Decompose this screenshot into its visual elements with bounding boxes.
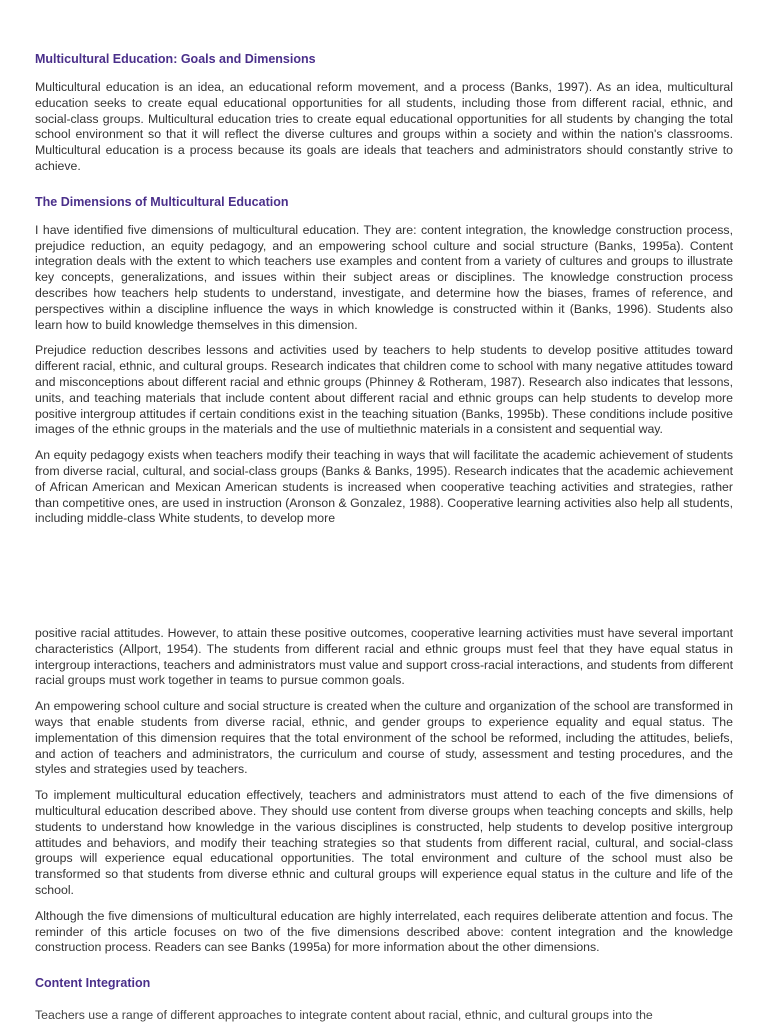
paragraph-cooperative-learning: positive racial attitudes. However, to attain these positive outcomes, cooperative learning activities must have several important characteristics (Allport, 1954). The students from different racial and ethnic groups must feel that they have equal status in intergroup interactions, teachers and administrators must value and support cross-racial interactions, and students from different racial groups must work together in teams to pursue common goals.: [35, 626, 733, 688]
page-one-content: [35, 52, 733, 537]
paragraph-goals: Multicultural education is an idea, an educational reform movement, and a process (Banks, 1997). As an idea, multicultural education seeks to create equal educational opportunities for all students, including those from different racial, ethnic, and social-class groups. Multicultural education tries to create equal educational opportunities for all students by changing the total school environment so that it will reflect the diverse cultures and groups within a society and within the nation's classrooms. Multicultural education is a process because its goals are ideals that teachers and administrators should constantly strive to achieve.: [35, 80, 733, 173]
heading-goals-and-dimensions: Multicultural Education: Goals and Dimensions: [35, 52, 316, 66]
paragraph-equity-pedagogy: An equity pedagogy exists when teachers modify their teaching in ways that will facilitate the academic achievement of students from diverse racial, cultural, and social-class groups (Banks & Banks, 1995). Research indicates that the academic achievement of African American and Mexican American students is increased when cooperative teaching activities and strategies, rather than competitive ones, are used in instruction (Aronson & Gonzalez, 1988). Cooperative learning activities also help all students, including middle-class White students, to develop more: [35, 448, 733, 526]
paragraph-empowering-culture: An empowering school culture and social structure is created when the culture and organization of the school are transformed in ways that enable students from diverse racial, ethnic, and gender groups to experience equality and equal status. The implementation of this dimension requires that the total environment of the school be reformed, including the attitudes, beliefs, and action of teachers and administrators, the curriculum and course of study, assessment and testing procedures, and the styles and strategies used by teachers.: [35, 699, 733, 777]
heading-content-integration: Content Integration: [35, 976, 151, 991]
paragraph-prejudice-reduction: Prejudice reduction describes lessons and activities used by teachers to help students to develop positive attitudes toward different racial, ethnic, and cultural groups. Research indicates that children come to school with many negative attitudes toward and misconceptions about different racial and ethnic groups (Phinney & Rotheram, 1987). Research also indicates that lessons, units, and teaching materials that include content about different racial and ethnic groups can help students to develop more positive intergroup attitudes if certain conditions exist in the teaching situation (Banks, 1995b). These conditions include positive images of the ethnic groups in the materials and the use of multiethnic materials in a consistent and sequential way.: [35, 343, 733, 437]
paragraph-implementation: To implement multicultural education effectively, teachers and administrators must attend to each of the five dimensions of multicultural education described above. They should use content from diverse groups when teaching concepts and skills, help students to understand how knowledge in the various disciplines is constructed, help students to develop positive intergroup attitudes and behaviors, and modify their teaching strategies so that students from different racial, cultural, and social-class groups will experience equal educational opportunities. The total environment and culture of the school must also be transformed so that students from diverse ethnic and cultural groups will experience equal status in the culture and life of the school.: [35, 788, 733, 897]
cut-off-line: [35, 1008, 733, 1024]
paragraph-content-integration-partial: Teachers use a range of different approaches to integrate content about racial, ethnic, and cultural groups into the: [35, 1008, 653, 1022]
heading-dimensions: The Dimensions of Multicultural Education: [35, 194, 289, 209]
page-two-content: [35, 626, 733, 1004]
paragraph-interrelated: Although the five dimensions of multicultural education are highly interrelated, each requires deliberate attention and focus. The reminder of this article focuses on two of the five dimensions described above: content integration and the knowledge construction process. Readers can see Banks (1995a) for more information about the other dimensions.: [35, 908, 733, 955]
paragraph-dimensions-intro: I have identified five dimensions of multicultural education. They are: content integration, the knowledge construction process, prejudice reduction, an equity pedagogy, and an empowering school culture and social structure (Banks, 1995a). Content integration deals with the extent to which teachers use examples and content from a variety of cultures and groups to illustrate key concepts, generalizations, and issues within their subject areas or disciplines. The knowledge construction process describes how teachers help students to understand, investigate, and determine how the biases, frames of reference, and perspectives within a discipline influence the ways in which knowledge is constructed within it (Banks, 1996). Students also learn how to build knowledge themselves in this dimension.: [35, 222, 733, 332]
